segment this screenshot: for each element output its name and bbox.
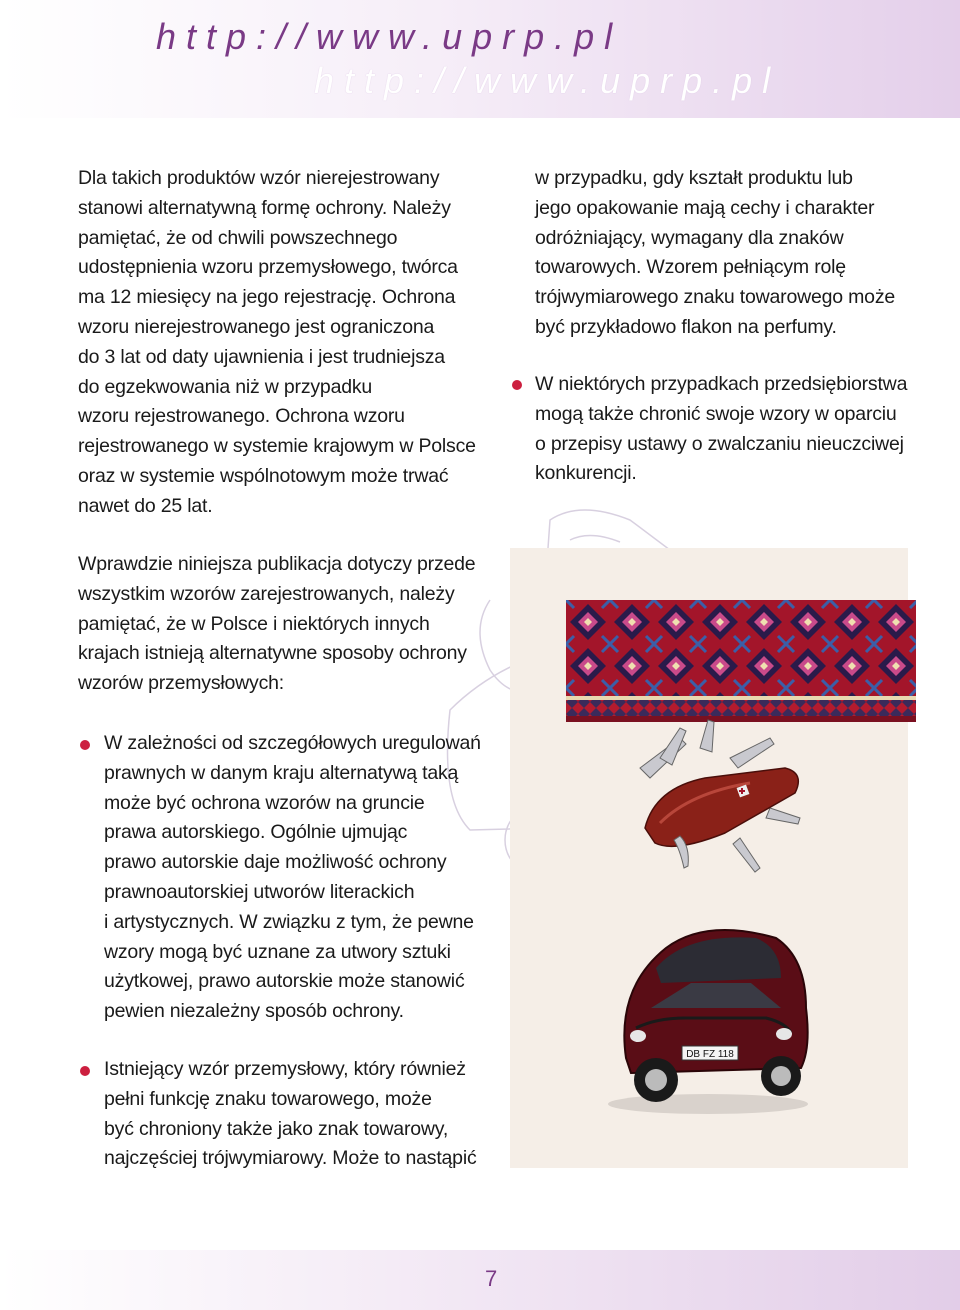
paragraph-text: w przypadku, gdy kształt produktu lub jego opakowanie mają cechy i charakter odróżniający, wymagany dla znaków towarowych. Wzorem pełniącym rolę trójwymiarowego znaku towarowego może być przykładowo flakon na perfumy.: [535, 167, 896, 338]
bullet-text: W zależności od szczegółowych uregulowań prawnych w danym kraju alternatywą taką może być ochrona wzorów na gruncie prawa autorskiego. Ogólnie ujmując prawo autorskie daje możliwość ochrony prawnoautorskiej utworów literackich i artystycznych. W związku z tym, że pewne wzory mogą być uznane za utwory sztuki użytkowej, prawo autorskie może stanowić pewien niezależny sposób ochrony.: [104, 732, 481, 1023]
bullet-text: Istniejący wzór przemysłowy, który również pełni funkcję znaku towarowego, może być chroniony także jako znak towarowy, najczęściej trójwymiarowy. Może to nastąpić: [104, 1058, 477, 1170]
bullet-text: W niektórych przypadkach przedsiębiorstwa mogą także chronić swoje wzory w oparciu o przepisy ustawy o zwalczaniu nieuczciwej konkurencji.: [535, 373, 908, 485]
product-photos-panel: [510, 548, 908, 1168]
bullet-item-copyright: [104, 729, 504, 1027]
paragraph-text: Dla takich produktów wzór nierejestrowany stanowi alternatywną formę ochrony. Należy pamiętać, że od chwili powszechnego udostępnienia wzoru przemysłowego, twórca ma 12 miesięcy na jego rejestrację. Ochrona wzoru nierejestrowanego jest ograniczona do 3 lat od daty ujawnienia i jest trudniejsza do egzekwowania niż w przypadku wzoru rejestrowanego. Ochrona wzoru rejestrowanego w systemie krajowym w Polsce oraz w systemie wspólnotowym może trwać nawet do 25 lat.: [78, 167, 476, 517]
left-paragraph-2: [78, 550, 498, 699]
left-paragraph-1: [78, 164, 498, 522]
page-number: 7: [485, 1266, 498, 1291]
license-plate-text: DB FZ 118: [686, 1049, 734, 1060]
header-url[interactable]: http://www.uprp.pl: [156, 16, 623, 57]
header-url-shadow: http://www.uprp.pl: [314, 60, 781, 101]
smart-car-image: [596, 908, 826, 1118]
bullet-icon: [512, 380, 522, 390]
footer-band: [0, 1250, 960, 1310]
pocket-knife-image: [620, 718, 820, 888]
bullet-item-trademark: [104, 1055, 504, 1174]
woven-textile-image: [566, 600, 916, 726]
bullet-icon: [80, 740, 90, 750]
bullet-item-unfair-competition: [535, 370, 945, 489]
bullet-icon: [80, 1066, 90, 1076]
right-paragraph-1: [535, 164, 945, 343]
paragraph-text: Wprawdzie niniejsza publikacja dotyczy przede wszystkim wzorów zarejestrowanych, należy pamiętać, że w Polsce i niektórych innych krajach istnieją alternatywne sposoby ochrony wzorów przemysłowych:: [78, 553, 476, 695]
